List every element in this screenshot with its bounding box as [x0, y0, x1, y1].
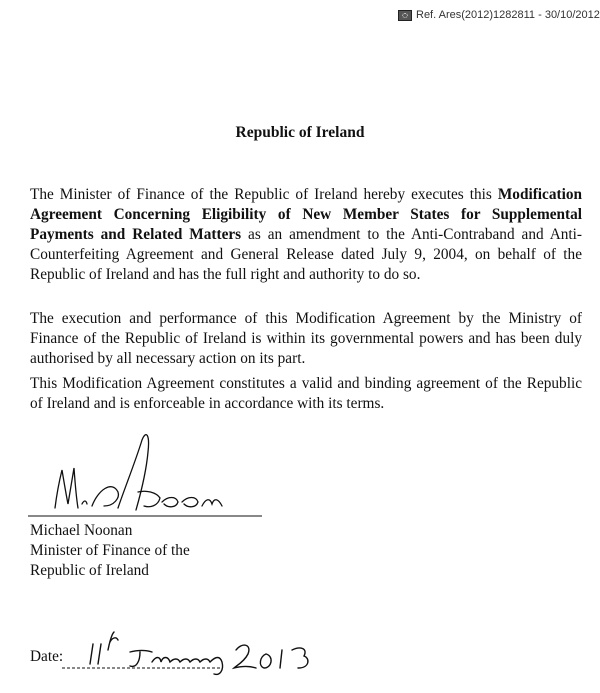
document-title: Republic of Ireland — [235, 124, 365, 141]
signatory-role-line1: Minister of Finance of the — [30, 542, 190, 559]
paragraph-authority: The execution and performance of this Modification Agreement by the Ministry of Finance of the Republic of Ireland is within its governmental powers and has been duly authorised by all necessary action on its part. — [30, 310, 582, 367]
signatory-name: Michael Noonan — [30, 522, 133, 539]
paragraph-validity: This Modification Agreement constitutes a valid and binding agreement of the Republic of Ireland and is enforceable in accordance with its terms. — [30, 375, 582, 412]
reference-text: Ref. Ares(2012)1282811 - 30/10/2012 — [416, 9, 600, 21]
paragraph-execution — [30, 185, 582, 285]
agreement-name: Modification Agreement Concerning Eligibility of New Member States for Supplemental Payments and Related Matters — [30, 186, 582, 243]
handwritten-signature — [0, 420, 300, 520]
date-label: Date: — [30, 648, 64, 665]
paragraph-intro: The Minister of Finance of the Republic of Ireland hereby executes this — [30, 186, 498, 203]
document-reference — [398, 9, 600, 21]
signatory-role-line2: Republic of Ireland — [30, 562, 149, 579]
signatory-block — [30, 521, 190, 581]
handwritten-date — [60, 628, 340, 678]
eu-flag-icon — [398, 10, 412, 21]
paragraph-rest: as an amendment to the Anti-Contraband and Anti-Counterfeiting Agreement and General Release dated July 9, 2004, on behalf of the Republic of Ireland and has the full right and authority to do so. — [30, 226, 582, 283]
